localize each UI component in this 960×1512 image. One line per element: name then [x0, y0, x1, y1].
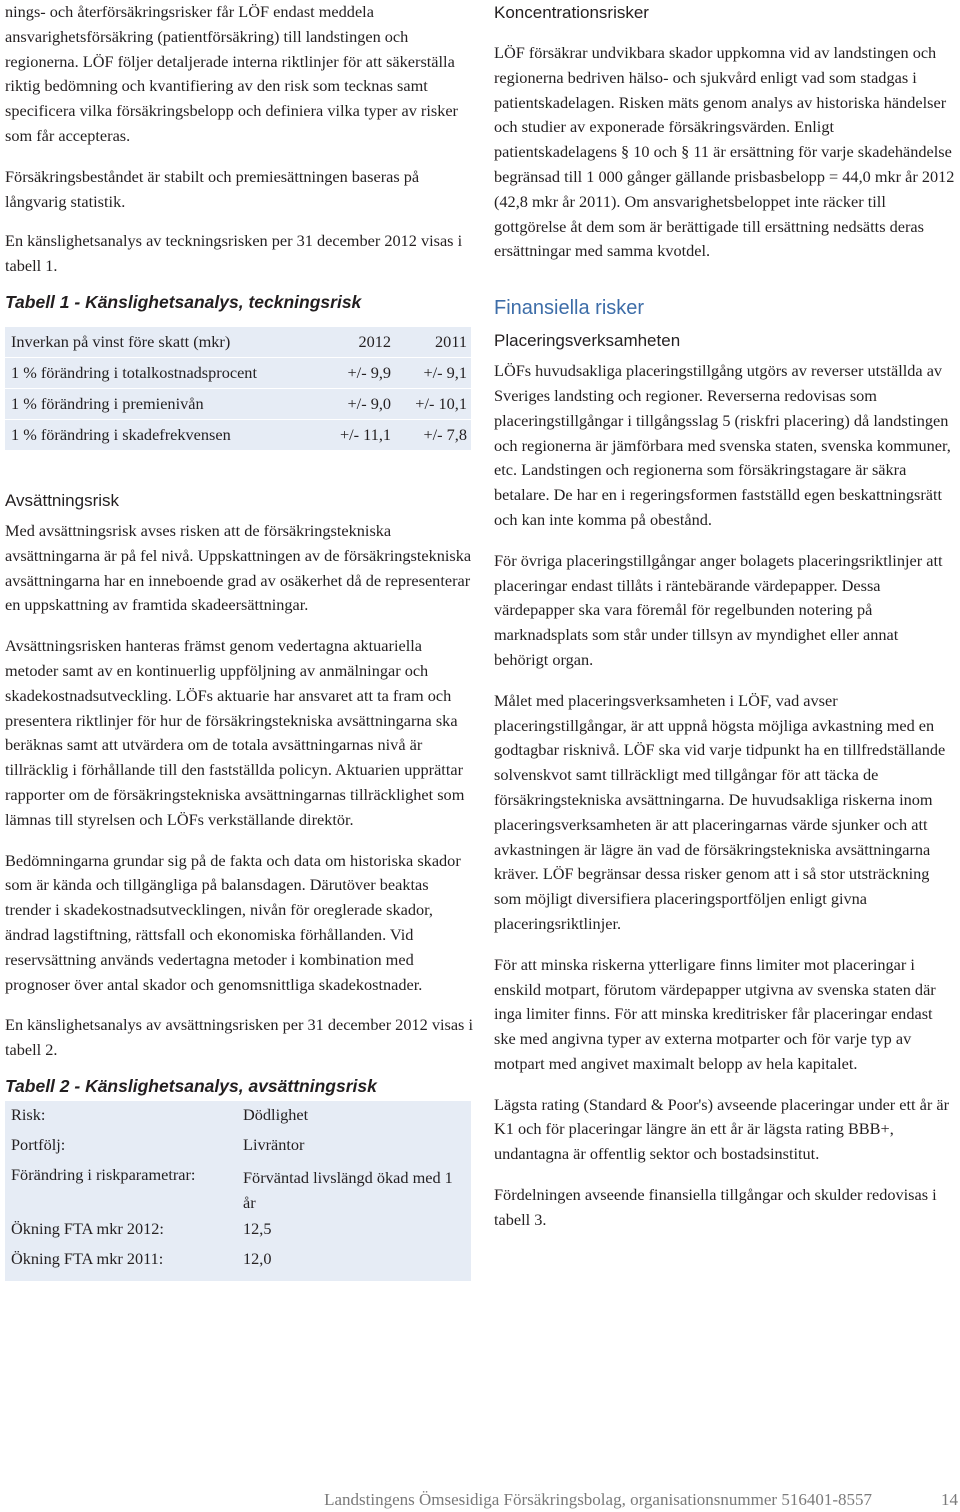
- table-cell: 1 % förändring i skadefrekvensen: [5, 419, 320, 450]
- investment-paragraph-4: För att minska riskerna ytterligare finns limiter mot placeringar i enskild motpart, förutom värdepapper utgivna av svenska staten där inga limiter finns. För att minska kreditrisker får placeringar endast ske med angivna typer av externa motparter och för varje typ av motpart med angivet maximalt belopp av hela kapitalet.: [494, 954, 936, 1073]
- table-cell: +/- 9,9: [320, 357, 395, 388]
- table1-intro-paragraph: En känslighetsanalys av teckningsrisken per 31 december 2012 visas i tabell 1.: [5, 231, 463, 276]
- investment-paragraph-2: För övriga placeringstillgångar anger bolagets placeringsriktlinjer att placeringar endast tillåts i räntebärande värdepapper. Dessa värdepapper ska vara föremål för regelbunden notering på marknadsplats som står under tillsyn av myndighet eller annat behörigt organ.: [494, 550, 943, 669]
- financial-risks-heading: Finansiella risker: [494, 297, 645, 320]
- investment-paragraph-3: Målet med placeringsverksamheten i LÖF, vad avser placeringstillgångar, är att uppnå högsta möjliga avkastning med en godtagbar risknivå. LÖF ska vid varje tidpunkt ha en tillfredställande solvenskvot samt tillräckligt med tillgångar för att täcka de försäkringstekniska avsättningarna. De huvudsakliga riskerna inom placeringsverksamheten är att placeringarnas värde sjunker och att avkastningen är lägre än vad de försäkringstekniska avsättningarna kräver. LÖF begränsar dessa risker genom att i så stor utsträckning som möjligt diversifiera placeringsportföljen enligt givna placeringsriktlinjer.: [494, 690, 946, 933]
- table-cell: +/- 9,1: [395, 357, 471, 388]
- table-cell: Förväntad livslängd ökad med 1 år: [243, 1167, 453, 1212]
- table-cell: 12,0: [243, 1248, 272, 1268]
- table-cell: Förändring i riskparametrar:: [11, 1164, 196, 1184]
- provision-risk-paragraph-1: Med avsättningsrisk avses risken att de försäkringstekniska avsättningarna är på fel nivå. Uppskattningen av de försäkringstekniska avsättningarna har en inneboende grad av osäkerhet då de representerar en uppskattning av framtida skadeersättningar.: [5, 520, 472, 615]
- table-header-row: [5, 327, 471, 358]
- table-cell: Ökning FTA mkr 2011:: [11, 1248, 164, 1268]
- concentration-risk-paragraph: LÖF försäkrar undvikbara skador uppkomna vid av landstingen och regionerna bedriven hälso- och sjukvård enligt vad som stadgas i patientskadelagen. Risken mäts genom analys av historiska händelser och studier av exponerade försäkringsvärden. Enligt patientskadelagens § 10 och § 11 är ersättning för varje skadehändelse begränsad till 1 000 gånger gällande prisbasbelopp = 44,0 mkr år 2012 (42,8 mkr år 2011). Om ansvarighetsbeloppet inte räcker till gottgörelse åt dem som är berättigade till ersättning nedsätts deras ersättningar med samma kvotdel.: [494, 43, 955, 261]
- table-row: [5, 1245, 471, 1281]
- table-row: [5, 388, 471, 419]
- table-row: [5, 357, 471, 388]
- table-row: [5, 1101, 471, 1131]
- intro-paragraph: nings- och återförsäkringsrisker får LÖF endast meddela ansvarighetsförsäkring (patientförsäkring) till landstingen och regionerna. LÖF följer detaljerade interna riktlinjer för att säkerställa riktig bedömning och kvantifiering av den risk som tecknas samt specificera vilka försäkringsbelopp och definiera vilka typer av risker som får accepteras.: [5, 2, 458, 145]
- investment-activity-heading: Placeringsverksamheten: [494, 331, 681, 351]
- left-column: [5, 0, 475, 1281]
- investment-paragraph-1: LÖFs huvudsakliga placeringstillgång utgörs av reverser utställda av Sveriges landsting och regioner. Reverserna redovisas som placeringstillgångar i tillgångsslag 5 (riskfri placering) då landstingen och regionerna är jämförbara med svenska staten, svenska kommuner, etc. Landstingen och regionerna som försäkringstagare är säkra betalare. De har en i regeringsformen fastställd egen beskattningsrätt och kan inte komma på obestånd.: [494, 361, 951, 529]
- footer-organization-text: Landstingens Ömsesidiga Försäkringsbolag, organisationsnummer 516401-8557: [324, 1490, 872, 1509]
- table-cell: 12,5: [243, 1218, 272, 1238]
- table-header-cell: Inverkan på vinst före skatt (mkr): [11, 331, 231, 351]
- table-row: [5, 1215, 471, 1245]
- stable-portfolio-paragraph: Försäkringsbeståndet är stabilt och premiesättningen baseras på långvarig statistik.: [5, 166, 420, 211]
- investment-paragraph-5: Lägsta rating (Standard & Poor's) avseende placeringar under ett år är K1 och för placeringar längre än ett år är lägsta rating BBB+, undantagna är offentlig sektor och bostadsinstitut.: [494, 1094, 950, 1164]
- provision-risk-paragraph-3: Bedömningarna grundar sig på de fakta och data om historiska skador som är kända och tillgängliga på balansdagen. Därutöver beaktas trender i skadekostnadsutvecklingen, nivån för oreglerade skador, ändrad lagstiftning, rättsfall och ekonomiska förhållanden. Vid reservsättning används vedertagna metoder i kombination med prognoser över antal skador och genomsnittliga skadekostnader.: [5, 850, 461, 994]
- provision-risk-paragraph-2: Avsättningsrisken hanteras främst genom vedertagna aktuariella metoder samt av en kontinuerlig uppföljning av anmälningar och skadekostnadsutveckling. LÖFs aktuarie har ansvaret att ta fram och presentera riktlinjer för hur de försäkringstekniska avsättningarna ska beräknas samt att utvärdera om de totala avsättningarnas nivå är tillräcklig i förhållande till den fastställda policyn. Aktuarien upprättar rapporter om de försäkringstekniska avsättningarnas tillräcklighet som lämnas till styrelsen och LÖFs verkställande direktör.: [5, 636, 465, 829]
- table-cell: +/- 7,8: [395, 419, 471, 450]
- provision-risk-heading: Avsättningsrisk: [5, 490, 120, 510]
- table-header-cell: 2011: [435, 331, 467, 351]
- table-cell: +/- 10,1: [395, 388, 471, 419]
- table-header-cell: 2012: [358, 331, 392, 351]
- table-cell: Risk:: [11, 1104, 46, 1124]
- investment-paragraph-6: Fördelningen avseende finansiella tillgångar och skulder redovisas i tabell 3.: [494, 1185, 937, 1229]
- table-row: [5, 1161, 471, 1215]
- table-cell: Livräntor: [243, 1134, 305, 1154]
- sensitivity-table-underwriting: [5, 327, 471, 450]
- table-cell: Portfölj:: [11, 1134, 66, 1154]
- table-cell: 1 % förändring i premienivån: [5, 388, 320, 419]
- table2-title: Tabell 2 - Känslighetsanalys, avsättningsrisk: [5, 1075, 377, 1096]
- concentration-risk-heading: Koncentrationsrisker: [494, 3, 649, 22]
- table-cell: +/- 11,1: [320, 419, 395, 450]
- table-cell: Ökning FTA mkr 2012:: [11, 1218, 164, 1238]
- table-row: [5, 419, 471, 450]
- page-number: 14: [941, 1490, 958, 1509]
- table1-title: Tabell 1 - Känslighetsanalys, teckningsrisk: [5, 291, 362, 312]
- table-cell: Dödlighet: [243, 1104, 309, 1124]
- table-cell: +/- 9,0: [320, 388, 395, 419]
- table-row: [5, 1131, 471, 1161]
- right-column: [494, 0, 956, 1233]
- table2-intro-paragraph: En känslighetsanalys av avsättningsrisken per 31 december 2012 visas i tabell 2.: [5, 1015, 473, 1060]
- sensitivity-table-provision: [5, 1101, 471, 1281]
- table-cell: 1 % förändring i totalkostnadsprocent: [5, 357, 320, 388]
